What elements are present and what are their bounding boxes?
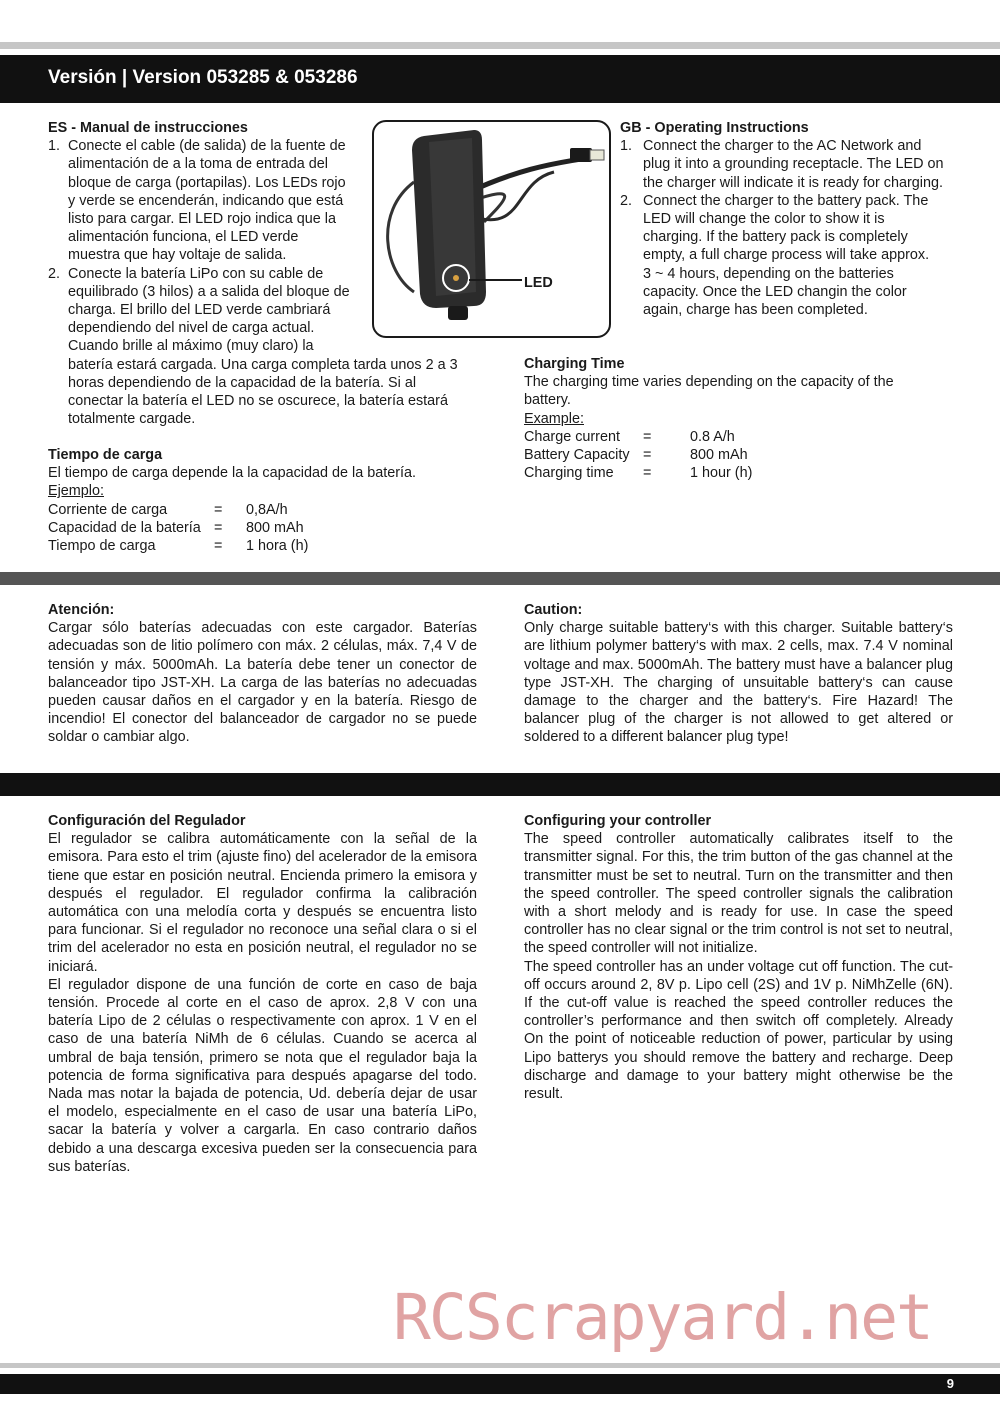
text-line: equilibrado (3 hilos) a a salida del bloque de xyxy=(68,283,350,300)
text-line: conectar la batería el LED no se oscurece, la batería estará xyxy=(68,393,448,410)
es-step-2-number: 2. xyxy=(48,265,61,282)
led-icon xyxy=(453,275,459,281)
charger-face xyxy=(429,138,476,296)
gb-controller-heading: Configuring your controller xyxy=(524,813,712,829)
text-line: Cuando brille al máximo (muy claro) la xyxy=(68,338,314,355)
es-charge-heading: Tiempo de carga xyxy=(48,447,163,463)
es-attention-text: Cargar sólo baterías adecuadas con este cargador. Baterías adecuadas son de litio polímero con máx. 2 células, máx. 7,4 V de tensión y máx. 5000mAh. La batería debe tener un conector de balanceador tipo JST-XH. La carga de las baterías no adecuadas pueden causar daños en el cargador y en la batería. Riesgo de incendio! El conector del balanceador de cargador no se puede soldar o cambiar algo. xyxy=(48,620,477,746)
text-line: Connect the charger to the AC Network and xyxy=(643,138,922,155)
table-cell: 800 mAh xyxy=(690,447,748,464)
text-line: 3 ~ 4 hours, depending on the batteries xyxy=(643,265,894,282)
table-row xyxy=(48,537,308,555)
text-line: Conecte la batería LiPo con su cable de xyxy=(68,265,324,282)
text-line: charga. El brillo del LED verde cambriará xyxy=(68,302,331,319)
table-row xyxy=(524,464,752,482)
table-cell: = xyxy=(214,519,223,536)
charger-image xyxy=(372,120,611,338)
gb-step-1 xyxy=(620,137,960,192)
gb-caution-heading: Caution: xyxy=(524,602,583,618)
text-line: the charger will indicate it is ready for charging. xyxy=(643,174,943,191)
table-cell: = xyxy=(214,501,223,518)
table-cell: Battery Capacity xyxy=(524,447,630,464)
gb-step-2 xyxy=(620,192,960,319)
table-cell: 1 hour (h) xyxy=(690,465,753,482)
table-cell: = xyxy=(643,465,652,482)
gb-caution-text: Only charge suitable battery‘s with this charger. Suitable battery‘s are lithium polymer battery‘s with max. 2 cells, max. 7.4 V nominal voltage and max. 5000mAh. The battery must have a balancer plug type JST-XH. The charging of unsuitable battery‘s can cause damage to the charger and the battery‘s. Fire Hazard! The balancer plug of the charger is not allowed to get altered or soldered to a different balancer plug type! xyxy=(524,620,953,746)
table-cell: 1 hora (h) xyxy=(246,538,309,555)
text-line: bloque de carga (portapilas). Los LEDs rojo xyxy=(68,174,346,191)
es-example-label: Ejemplo: xyxy=(48,483,104,500)
text-line: dependiendo del nivel de carga actual. xyxy=(68,320,315,337)
es-example-table xyxy=(48,501,308,556)
charger-illustration xyxy=(374,122,611,338)
text-line: capacity. Once the LED changin the color xyxy=(643,283,907,300)
text-line: alimentación de a la toma de entrada del xyxy=(68,156,329,173)
gb-controller-p1: The speed controller automatically calibrates itself to the transmitter signal. For this, the trim button of the gas channel at the transmitter must be set to neutral. Turn on the transmitter and then the speed controller. The speed controller signals the calibration with a short melody and is ready for use. In case the speed controller has no clear signal or the trim control is not set to neutral, the speed controller will not initialize. xyxy=(524,831,953,957)
table-cell: Charging time xyxy=(524,465,614,482)
table-row xyxy=(48,501,308,519)
gb-charge-text: battery. xyxy=(524,392,571,409)
es-controller-heading: Configuración del Regulador xyxy=(48,813,246,829)
es-controller-p2: El regulador dispone de una función de corte en caso de baja tensión. Procede al corte en el caso de aprox. 2,8 V con una batería Lipo de 2 células o respectivamente con aprox. 1 V en el caso de una batería NiMh de 6 células. Cuando se acerca al umbral de baja tensión, primero se nota que el regulador baja la potencia de forma significativa para después apagarse del todo. Nada mas notar la bajada de potencia, Ud. debería dejar de usar el modelo, especialmente en el caso de usar una batería LiPo, sacar la batería y volver a cargarla. En caso contrario daños debido a una descarga excesiva pueden ser la consecuencia para sus baterías. xyxy=(48,976,477,1175)
gb-charging-time xyxy=(524,355,964,482)
section-divider-bar xyxy=(0,572,1000,585)
plug-tip xyxy=(590,150,604,160)
text-line: totalmente cargade. xyxy=(68,411,196,428)
es-charge-text: El tiempo de carga depende la la capacidad de la batería. xyxy=(48,465,417,482)
table-cell: Capacidad de la batería xyxy=(48,519,201,536)
text-line: listo para cargar. El LED rojo indica que la xyxy=(68,211,336,228)
table-cell: = xyxy=(214,538,223,555)
text-line: muestra que hay voltaje de salida. xyxy=(68,247,287,264)
text-line: empty, a full charge process will take approx. xyxy=(643,247,930,264)
text-line: plug it into a grounding receptacle. The LED on xyxy=(643,156,944,173)
cable xyxy=(388,182,414,292)
gb-instructions xyxy=(620,119,960,319)
text-line: Conecte el cable (de salida) de la fuente de xyxy=(68,138,346,155)
plug-connector xyxy=(570,148,592,162)
text-line: alimentación funciona, el LED verde xyxy=(68,229,299,246)
page-number: 9 xyxy=(946,1376,954,1391)
gb-heading: GB - Operating Instructions xyxy=(620,120,809,136)
table-row xyxy=(48,519,308,537)
table-row xyxy=(524,446,752,464)
text-line: batería estará cargada. Una carga completa tarda unos 2 a 3 xyxy=(68,356,458,373)
gb-charge-heading: Charging Time xyxy=(524,356,625,372)
table-row xyxy=(524,428,752,446)
text-line: LED will change the color to show it is xyxy=(643,211,885,228)
table-cell: = xyxy=(643,428,652,445)
gb-controller-p2: The speed controller has an under voltage cut off function. The cut-off occurs around 2, 8V p. Lipo cell (2S) and 1V p. NiMhZelle (6N). If the cut-off value is reached the speed controller reduces the controller’s performance and then switch off completely. Already On the point of noticeable reduction of power, particular by using Lipo batterys you should remove the battery and recharge. Deep discharge and damage to your battery might otherwise be the result. xyxy=(524,958,953,1103)
es-charging-time xyxy=(48,446,488,555)
es-controller-config xyxy=(48,812,477,1176)
bottom-divider-line xyxy=(0,1363,1000,1368)
gb-example-table xyxy=(524,428,752,483)
text-line: again, charge has been completed. xyxy=(643,302,868,319)
text-line: horas dependiendo de la capacidad de la batería. Si al xyxy=(68,374,417,391)
gb-example-label: Example: xyxy=(524,410,584,427)
table-cell: 800 mAh xyxy=(246,519,304,536)
gb-step-2-number: 2. xyxy=(620,192,633,209)
table-cell: Corriente de carga xyxy=(48,501,168,518)
top-divider-line xyxy=(0,42,1000,49)
table-cell: = xyxy=(643,447,652,464)
page-title: Versión | Version 053285 & 053286 xyxy=(48,67,358,88)
gb-caution xyxy=(524,601,953,747)
charger-cable-exit xyxy=(448,306,468,320)
es-attention-heading: Atención: xyxy=(48,602,115,618)
footer-bar xyxy=(0,1374,1000,1394)
table-cell: Charge current xyxy=(524,428,620,445)
watermark: RCScrapyard.net xyxy=(393,1281,932,1354)
gb-controller-config xyxy=(524,812,953,1103)
text-line: charging. If the battery pack is completely xyxy=(643,229,908,246)
led-label: LED xyxy=(524,275,553,291)
table-cell: 0,8A/h xyxy=(246,501,288,518)
gb-step-1-number: 1. xyxy=(620,138,633,155)
text-line: y verde se encenderán, indicando que está xyxy=(68,192,344,209)
es-heading: ES - Manual de instrucciones xyxy=(48,120,248,136)
es-controller-p1: El regulador se calibra automáticamente con la señal de la emisora. Para esto el trim (ajuste fino) del acelerador de la emisora tiene que estar en posición neutral. Encienda primero la emisora y después el regulador. El regulador confirma la calibración automática con una melodía corta y después se encuentra listo para funcionar. Si el regulador no reconoce una señal clara o si el trim del acelerador no esta en posición neutral, el regulador no se iniciará. xyxy=(48,831,477,975)
table-cell: 0.8 A/h xyxy=(690,428,735,445)
es-step-1-number: 1. xyxy=(48,138,61,155)
section-divider-bar xyxy=(0,773,1000,796)
gb-charge-text: The charging time varies depending on the capacity of the xyxy=(524,374,894,391)
table-cell: Tiempo de carga xyxy=(48,538,156,555)
es-attention xyxy=(48,601,477,747)
text-line: Connect the charger to the battery pack. The xyxy=(643,192,929,209)
